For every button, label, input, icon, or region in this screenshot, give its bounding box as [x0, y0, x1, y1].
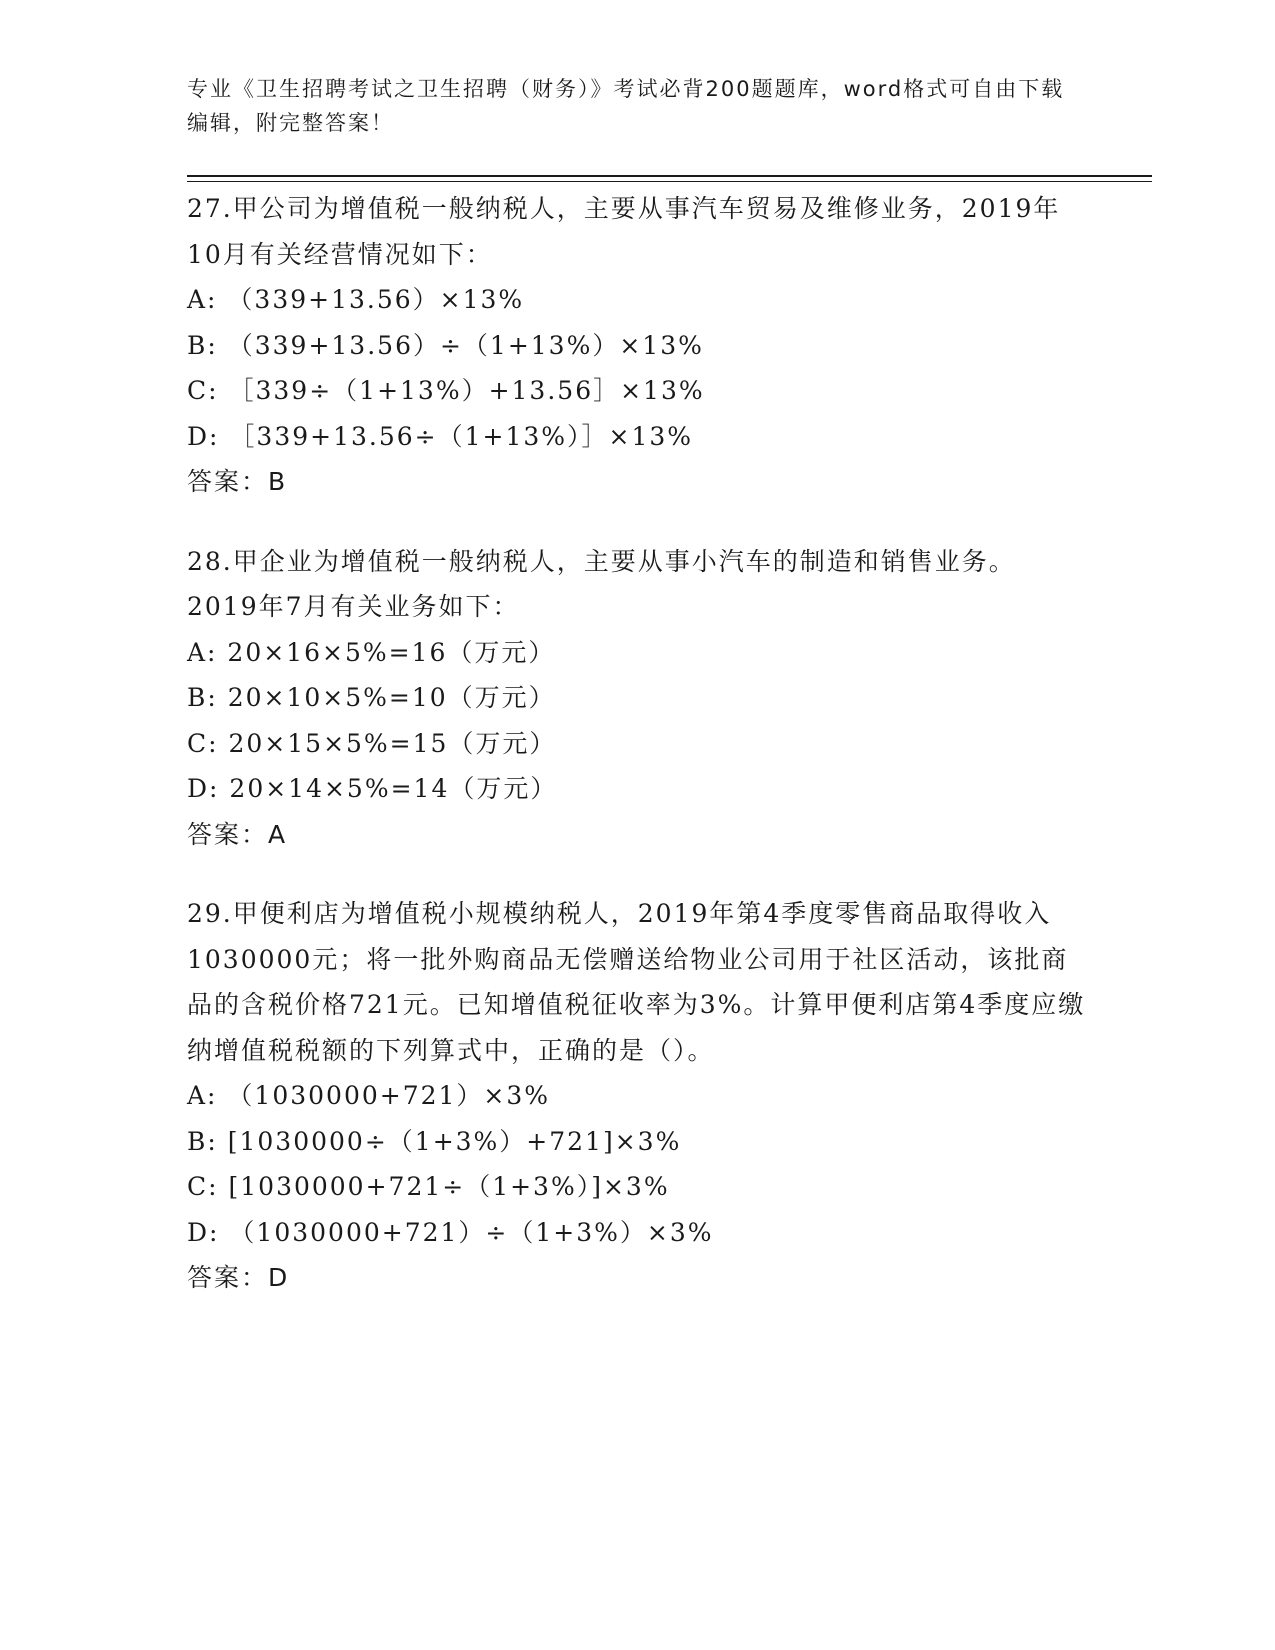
option-a: A: （339+13.56）×13%: [187, 285, 525, 314]
option-b: B: （339+13.56）÷（1+13%）×13%: [187, 330, 704, 360]
option-c: C: ［339÷（1+13%）+13.56］×13%: [187, 376, 705, 405]
answer-line: 答案：B: [187, 467, 288, 496]
header-divider: [187, 175, 1152, 177]
answer-line: 答案：A: [187, 819, 288, 849]
question-stem: 27.甲公司为增值税一般纳税人，主要从事汽车贸易及维修业务，2019年10月有关经营情况如下：: [187, 194, 1061, 269]
option-c: C: [1030000+721÷（1+3%）]×3%: [187, 1172, 670, 1201]
option-b: B: [1030000÷（1+3%）+721]×3%: [187, 1126, 682, 1156]
document-header: 专业《卫生招聘考试之卫生招聘（财务）》考试必背200题题库，word格式可自由下载编辑，附完整答案！: [187, 77, 1065, 135]
question-list: [187, 186, 1087, 1335]
option-d: D: 20×14×5%=14（万元）: [187, 774, 558, 803]
question-28: [187, 539, 1087, 858]
question-27: [187, 186, 1087, 505]
option-a: A: 20×16×5%=16（万元）: [187, 637, 556, 667]
option-c: C: 20×15×5%=15（万元）: [187, 728, 557, 758]
option-d: D: （1030000+721）÷（1+3%）×3%: [187, 1217, 714, 1247]
option-b: B: 20×10×5%=10（万元）: [187, 683, 556, 712]
question-29: [187, 891, 1087, 1301]
question-stem: 28.甲企业为增值税一般纳税人，主要从事小汽车的制造和销售业务。2019年7月有关业务如下：: [187, 546, 1016, 621]
header-divider-thin: [187, 181, 1152, 182]
option-a: A: （1030000+721）×3%: [187, 1081, 551, 1110]
answer-line: 答案：D: [187, 1263, 290, 1292]
option-d: D: ［339+13.56÷（1+13%）］×13%: [187, 421, 694, 451]
question-stem: 29.甲便利店为增值税小规模纳税人，2019年第4季度零售商品取得收入1030000元；将一批外购商品无偿赠送给物业公司用于社区活动，该批商品的含税价格721元。已知增值税征收率为3%。计算甲便利店第4季度应缴纳增值税税额的下列算式中，正确的是（）。: [187, 899, 1086, 1065]
